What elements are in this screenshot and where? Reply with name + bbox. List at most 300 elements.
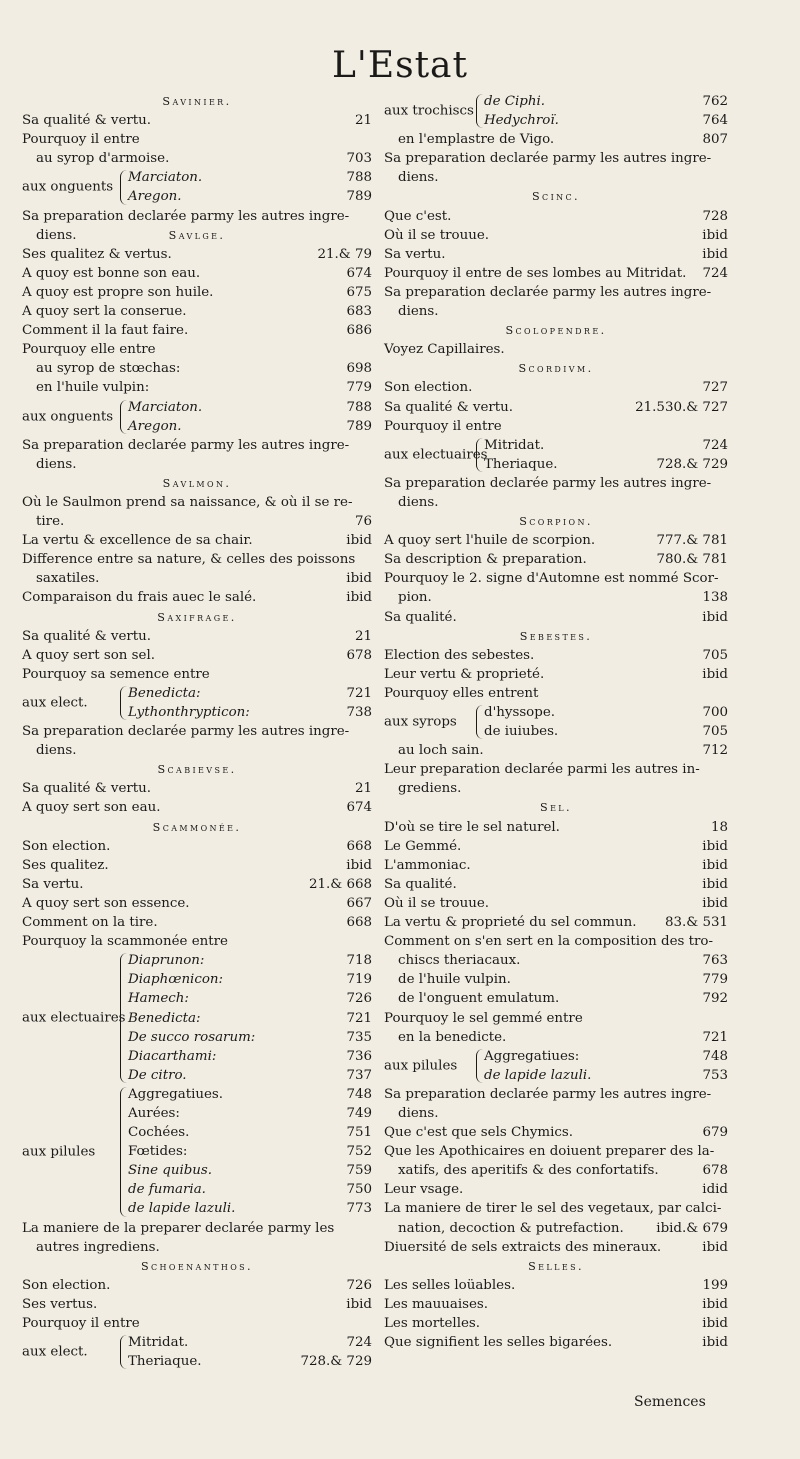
index-entry <box>384 837 728 856</box>
entry-text: Pourquoy le 2. signe d'Automne est nommé Scor- <box>384 571 719 587</box>
entry-page-ref: 762 <box>702 94 728 109</box>
entry-text: Pourquoy sa semence entre <box>22 666 210 682</box>
entry-text: diens. <box>398 494 439 510</box>
entry-page-ref: 724 <box>702 437 728 453</box>
entry-text: Sa qualité & vertu. <box>22 113 152 129</box>
brace-items <box>22 951 372 1085</box>
entry-text: Aggregatiues. <box>128 1086 224 1102</box>
brace-label: aux elect. <box>22 695 88 711</box>
entry-page-ref: 686 <box>346 323 372 339</box>
section-heading <box>384 321 728 340</box>
entry-page-ref: 764 <box>702 113 728 129</box>
index-entry <box>384 111 728 130</box>
index-entry <box>384 378 728 397</box>
index-entry <box>384 932 728 951</box>
entry-text: au syrop d'armoise. <box>36 151 170 167</box>
index-entry <box>22 798 372 817</box>
entry-page-ref: 721 <box>346 1010 372 1026</box>
entry-page-ref: 792 <box>702 991 728 1007</box>
index-entry <box>22 359 372 378</box>
index-entry <box>384 474 728 493</box>
entry-text: Les selles loüables. <box>384 1277 516 1293</box>
entry-text: Mitridat. <box>484 437 545 453</box>
index-entry <box>22 340 372 359</box>
entry-page-ref: ibid <box>346 1296 372 1312</box>
entry-text: d'hyssope. <box>484 705 556 720</box>
index-entry <box>22 913 372 932</box>
index-entry <box>22 837 372 856</box>
section-heading <box>384 798 728 817</box>
entry-text: Leur vertu & proprieté. <box>384 666 545 682</box>
entry-text: grediens. <box>398 781 462 797</box>
entry-text: Voyez Capillaires. <box>384 342 505 358</box>
brace-group <box>384 1047 728 1085</box>
entry-text: Diacarthami: <box>128 1048 217 1064</box>
entry-text: en la benedicte. <box>398 1029 507 1045</box>
entry-text: Marciaton. <box>128 170 203 186</box>
index-entry <box>384 1180 728 1199</box>
entry-text: Comment on la tire. <box>22 915 158 931</box>
index-entry <box>384 970 728 989</box>
index-entry <box>384 722 728 741</box>
section-heading <box>384 187 728 206</box>
index-entry <box>22 149 372 168</box>
entry-page-ref: 21.530.& 727 <box>635 399 728 415</box>
index-entry <box>384 665 728 684</box>
entry-text: Que les Apothicaires en doiuent preparer des la- <box>384 1144 715 1160</box>
index-entry <box>22 1123 372 1142</box>
brace-label: aux pilules <box>384 1058 458 1074</box>
entry-page-ref: 753 <box>702 1067 728 1083</box>
entry-text: Ses qualitez. <box>22 857 109 873</box>
index-entry <box>22 1238 372 1257</box>
index-entry <box>384 760 728 779</box>
entry-text: saxatiles. <box>36 571 100 587</box>
heading-text: Savlmon. <box>162 476 232 490</box>
entry-page-ref: 721 <box>702 1029 728 1045</box>
entry-page-ref: 678 <box>702 1163 728 1179</box>
heading-text: Scorpion. <box>519 515 593 529</box>
index-entry <box>384 455 728 474</box>
page-title: L'Estat <box>332 45 468 86</box>
section-heading <box>384 627 728 646</box>
entry-page-ref: 705 <box>702 647 728 663</box>
index-entry <box>22 894 372 913</box>
entry-page-ref: 736 <box>346 1048 372 1064</box>
entry-text: Sa preparation declarée parmy les autres ingre- <box>22 208 350 224</box>
index-entry <box>384 264 728 283</box>
entry-text: de Ciphi. <box>484 94 546 109</box>
index-entry <box>22 1142 372 1161</box>
entry-text: Pourquoy il entre de ses lombes au Mitridat. <box>384 265 687 281</box>
entry-text: Sa preparation declarée parmy les autres ingre- <box>384 475 712 491</box>
entry-page-ref: 738 <box>346 705 372 720</box>
brace-group <box>384 703 728 741</box>
index-entry <box>384 1219 728 1238</box>
section-heading <box>384 1257 728 1276</box>
heading-text: Scabievse. <box>157 763 237 777</box>
index-entry <box>22 1066 372 1085</box>
heading-text: Selles. <box>528 1259 584 1273</box>
index-entry <box>22 130 372 149</box>
index-entry <box>384 1028 728 1047</box>
entry-text: diens. <box>398 304 439 320</box>
entry-text: Où le Saulmon prend sa naissance, & où il se re- <box>22 494 353 510</box>
entry-text: Sa preparation declarée parmy les autres ingre- <box>384 151 712 167</box>
index-entry <box>22 627 372 646</box>
index-entry <box>22 398 372 417</box>
entry-text: Leur vsage. <box>384 1182 464 1198</box>
entry-text: Aregon. <box>128 418 182 434</box>
entry-page-ref: ibid <box>702 609 728 625</box>
section-heading <box>384 512 728 531</box>
entry-text: Diaprunon: <box>128 953 205 969</box>
entry-page-ref: 750 <box>346 1182 372 1198</box>
brace-items <box>384 436 728 474</box>
entry-text: Ses qualitez & vertus. <box>22 246 172 262</box>
index-entry <box>384 1238 728 1257</box>
entry-page-ref: 726 <box>346 991 372 1007</box>
entry-page-ref: 726 <box>346 1277 372 1293</box>
index-entry <box>384 1009 728 1028</box>
entry-text: de fumaria. <box>128 1182 206 1198</box>
entry-page-ref: 83.& 531 <box>664 915 728 931</box>
brace-label: aux pilules <box>22 1144 96 1160</box>
entry-text: Que c'est que sels Chymics. <box>384 1125 574 1141</box>
heading-text: Schoenanthos. <box>140 1259 254 1273</box>
index-entry <box>384 703 728 722</box>
entry-text: Sine quibus. <box>128 1163 213 1179</box>
entry-page-ref: 700 <box>702 705 728 720</box>
entry-text: A quoy sert son eau. <box>22 800 161 816</box>
entry-text: Diaphœnicon: <box>128 972 224 988</box>
entry-page-ref: 777.& 781 <box>656 533 728 549</box>
index-entry <box>384 741 728 760</box>
index-entry <box>384 493 728 512</box>
index-entry <box>384 951 728 970</box>
entry-text: Theriaque. <box>128 1354 202 1370</box>
entry-text: tire. <box>36 514 65 530</box>
section-heading <box>22 608 372 627</box>
entry-page-ref: 728 <box>702 208 728 224</box>
index-entry <box>22 245 372 264</box>
entry-text: Pourquoy il entre <box>384 418 502 434</box>
entry-page-ref: 678 <box>346 647 372 663</box>
index-entry <box>22 1180 372 1199</box>
entry-page-ref: ibid <box>346 857 372 873</box>
index-entry <box>22 1161 372 1180</box>
entry-text: Sa vertu. <box>22 876 84 892</box>
entry-page-ref: 199 <box>702 1277 728 1293</box>
index-entry <box>22 951 372 970</box>
entry-page-ref: 719 <box>346 972 372 988</box>
index-entry <box>384 1142 728 1161</box>
entry-page-ref: 735 <box>346 1029 372 1045</box>
entry-page-ref: ibid <box>702 838 728 854</box>
entry-page-ref: 718 <box>346 953 372 969</box>
entry-text: Comparaison du frais auec le salé. <box>22 590 257 606</box>
entry-text: Sa preparation declarée parmy les autres ingre- <box>384 284 712 300</box>
index-entry <box>384 168 728 187</box>
entry-text: Sa qualité & vertu. <box>22 628 152 644</box>
index-entry <box>384 779 728 798</box>
index-entry <box>22 1028 372 1047</box>
entry-page-ref: 749 <box>346 1105 372 1121</box>
index-entry <box>384 340 728 359</box>
entry-page-ref: ibid <box>346 571 372 587</box>
entry-text: A quoy sert son essence. <box>22 895 190 911</box>
section-heading <box>22 92 372 111</box>
entry-text: L'ammoniac. <box>384 857 471 873</box>
index-entry <box>22 989 372 1008</box>
index-entry <box>384 149 728 168</box>
entry-text: Sa qualité. <box>384 609 457 625</box>
section-heading <box>22 818 372 837</box>
section-heading <box>22 760 372 779</box>
index-entry <box>22 779 372 798</box>
entry-page-ref: 752 <box>346 1144 372 1160</box>
index-entry <box>22 264 372 283</box>
entry-text: A quoy est bonne son eau. <box>22 265 201 281</box>
entry-page-ref: 751 <box>346 1125 372 1141</box>
heading-text: Scammonée. <box>152 820 242 834</box>
entry-text: Les mauuaises. <box>384 1296 489 1312</box>
entry-text: diens. <box>36 456 77 472</box>
entry-text: pion. <box>398 590 432 606</box>
brace-label: aux onguents <box>22 179 114 195</box>
entry-text: Aggregatiues: <box>484 1048 580 1064</box>
entry-text: Son election. <box>22 1277 111 1293</box>
entry-text: Hamech: <box>128 991 189 1007</box>
heading-text: Sebestes. <box>519 629 593 643</box>
brace-group <box>22 168 372 206</box>
index-entry <box>22 1276 372 1295</box>
index-entry <box>384 1161 728 1180</box>
index-entry <box>22 493 372 512</box>
brace-items <box>22 1333 372 1371</box>
entry-text: autres ingrediens. <box>36 1239 160 1255</box>
entry-text: Aregon. <box>128 189 182 205</box>
index-entry <box>22 569 372 588</box>
brace-group <box>22 951 372 1085</box>
index-entry <box>384 1276 728 1295</box>
index-entry <box>384 398 728 417</box>
index-entry <box>22 684 372 703</box>
index-entry <box>384 1085 728 1104</box>
index-entry <box>384 608 728 627</box>
entry-text: La vertu & proprieté du sel commun. <box>384 915 637 931</box>
index-entry <box>22 856 372 875</box>
entry-page-ref: 728.& 729 <box>656 456 728 472</box>
index-entry <box>384 894 728 913</box>
index-entry <box>22 1047 372 1066</box>
entry-text: Leur preparation declarée parmi les autres in- <box>384 762 700 778</box>
index-entry <box>384 1199 728 1218</box>
entry-text: Comment il la faut faire. <box>22 323 189 339</box>
entry-page-ref: 724 <box>346 1335 372 1351</box>
entry-text: Comment on s'en sert en la composition des tro- <box>384 934 713 950</box>
entry-text: Que signifient les selles bigarées. <box>384 1335 613 1351</box>
index-entry <box>384 226 728 245</box>
index-entry <box>22 1085 372 1104</box>
entry-page-ref: 727 <box>702 380 728 396</box>
index-entry <box>384 1123 728 1142</box>
index-entry <box>22 455 372 474</box>
heading-text: Sel. <box>540 801 572 815</box>
entry-text: Difference entre sa nature, & celles des poissons <box>22 552 356 568</box>
entry-page-ref: 76 <box>354 514 372 530</box>
entry-page-ref: 679 <box>702 1125 728 1141</box>
entry-text: en l'huile vulpin: <box>36 380 150 396</box>
brace-group <box>22 398 372 436</box>
entry-text: Le Gemmé. <box>384 838 462 854</box>
brace-items <box>22 398 372 436</box>
index-entry <box>384 569 728 588</box>
entry-page-ref: ibid <box>702 876 728 892</box>
entry-text: Pourquoy il entre <box>22 1316 140 1331</box>
index-entry <box>384 550 728 569</box>
heading-text: Scolopendre. <box>505 324 607 338</box>
entry-page-ref: 703 <box>346 151 372 167</box>
entry-page-ref: ibid <box>702 1316 728 1331</box>
index-entry <box>384 1104 728 1123</box>
entry-text: chiscs theriacaux. <box>398 953 521 969</box>
brace-group <box>22 1333 372 1371</box>
entry-page-ref: 675 <box>346 284 372 300</box>
entry-page-ref: 674 <box>346 265 372 281</box>
entry-text: Sa description & preparation. <box>384 552 587 568</box>
entry-text: diens. <box>398 1105 439 1121</box>
index-entry <box>22 187 372 206</box>
brace-items <box>22 1085 372 1219</box>
entry-page-ref: 779 <box>346 380 372 396</box>
index-entry <box>384 684 728 703</box>
index-entry <box>384 989 728 1008</box>
index-entry <box>22 1009 372 1028</box>
entry-page-ref: 21.& 79 <box>317 246 372 262</box>
index-entry <box>22 588 372 607</box>
entry-text: Election des sebestes. <box>384 647 535 663</box>
heading-text: Scordivm. <box>518 362 594 376</box>
entry-text: diens. <box>36 227 77 243</box>
entry-page-ref: 773 <box>346 1201 372 1217</box>
index-entry <box>22 1199 372 1218</box>
entry-text: Que c'est. <box>384 208 452 224</box>
index-entry <box>22 207 372 226</box>
entry-text: Pourquoy elles entrent <box>384 685 539 701</box>
index-entry <box>384 436 728 455</box>
entry-page-ref: 789 <box>346 418 372 434</box>
entry-text: Ses vertus. <box>22 1296 98 1312</box>
entry-page-ref: 748 <box>346 1086 372 1102</box>
index-entry <box>384 245 728 264</box>
entry-page-ref: 21.& 668 <box>308 876 372 892</box>
entry-page-ref: 667 <box>346 895 372 911</box>
index-entry <box>22 550 372 569</box>
entry-text: Theriaque. <box>484 456 558 472</box>
brace-label: aux elect. <box>22 1344 88 1360</box>
entry-text: Sa vertu. <box>384 246 446 262</box>
entry-text: au loch sain. <box>398 743 484 759</box>
index-entry <box>384 646 728 665</box>
index-entry <box>22 111 372 130</box>
entry-page-ref: 21 <box>354 781 372 797</box>
index-entry <box>22 1333 372 1352</box>
brace-group <box>384 92 728 130</box>
index-entry <box>384 1047 728 1066</box>
entry-text: Sa qualité. <box>384 876 457 892</box>
brace-items <box>384 1047 728 1085</box>
entry-page-ref: ibid <box>702 666 728 682</box>
index-entry <box>22 703 372 722</box>
entry-text: Sa preparation declarée parmy les autres ingre- <box>22 724 350 740</box>
entry-page-ref: ibid <box>702 227 728 243</box>
entry-text: Diuersité de sels extraicts des mineraux. <box>384 1239 662 1255</box>
index-entry <box>22 1352 372 1371</box>
brace-label: aux syrops <box>384 714 457 730</box>
index-entry <box>384 92 728 111</box>
index-entry <box>22 512 372 531</box>
entry-page-ref: 780.& 781 <box>656 552 728 568</box>
entry-text: de lapide lazuli. <box>128 1201 236 1217</box>
brace-items <box>384 703 728 741</box>
entry-page-ref: 18 <box>710 819 728 835</box>
entry-text: De citro. <box>128 1067 187 1083</box>
brace-group <box>384 436 728 474</box>
index-entry <box>22 1104 372 1123</box>
entry-page-ref: 138 <box>702 590 728 606</box>
section-heading <box>22 474 372 493</box>
entry-text: Cochées. <box>128 1125 190 1141</box>
index-entry <box>22 665 372 684</box>
index-entry <box>384 856 728 875</box>
index-entry <box>22 932 372 951</box>
entry-text: diens. <box>398 170 439 186</box>
index-entry <box>22 1314 372 1333</box>
entry-text: Aurées: <box>128 1105 180 1121</box>
brace-label: aux electuaires <box>22 1010 126 1026</box>
index-entry <box>22 226 372 245</box>
index-entry <box>22 378 372 397</box>
index-entry <box>384 1314 728 1333</box>
index-column-right <box>384 92 728 1352</box>
entry-page-ref: ibid <box>702 1296 728 1312</box>
index-entry <box>22 436 372 455</box>
entry-page-ref: 789 <box>346 189 372 205</box>
entry-page-ref: 698 <box>346 361 372 377</box>
index-entry <box>22 1219 372 1238</box>
entry-text: Où il se trouue. <box>384 227 490 243</box>
heading-text: Scinc. <box>531 190 581 204</box>
entry-text: Sa qualité & vertu. <box>22 781 152 797</box>
brace-label: aux trochiscs <box>384 103 474 119</box>
brace-items <box>22 168 372 206</box>
index-entry <box>22 168 372 187</box>
entry-text: nation, decoction & putrefaction. <box>398 1220 624 1236</box>
heading-text: Savinier. <box>162 95 232 108</box>
catchword: Semences <box>634 1394 706 1410</box>
entry-text: Pourquoy il entre <box>22 132 140 148</box>
entry-text: La vertu & excellence de sa chair. <box>22 533 253 549</box>
entry-text: A quoy sert l'huile de scorpion. <box>384 533 596 549</box>
entry-text: Benedicta: <box>128 1010 201 1026</box>
entry-text: Lythonthrypticon: <box>128 705 250 720</box>
entry-page-ref: ibid <box>702 895 728 911</box>
entry-text: A quoy sert la conserue. <box>22 304 187 320</box>
entry-page-ref: 728.& 729 <box>300 1354 372 1370</box>
entry-page-ref: ibid <box>702 1239 728 1255</box>
entry-page-ref: 807 <box>702 132 728 148</box>
